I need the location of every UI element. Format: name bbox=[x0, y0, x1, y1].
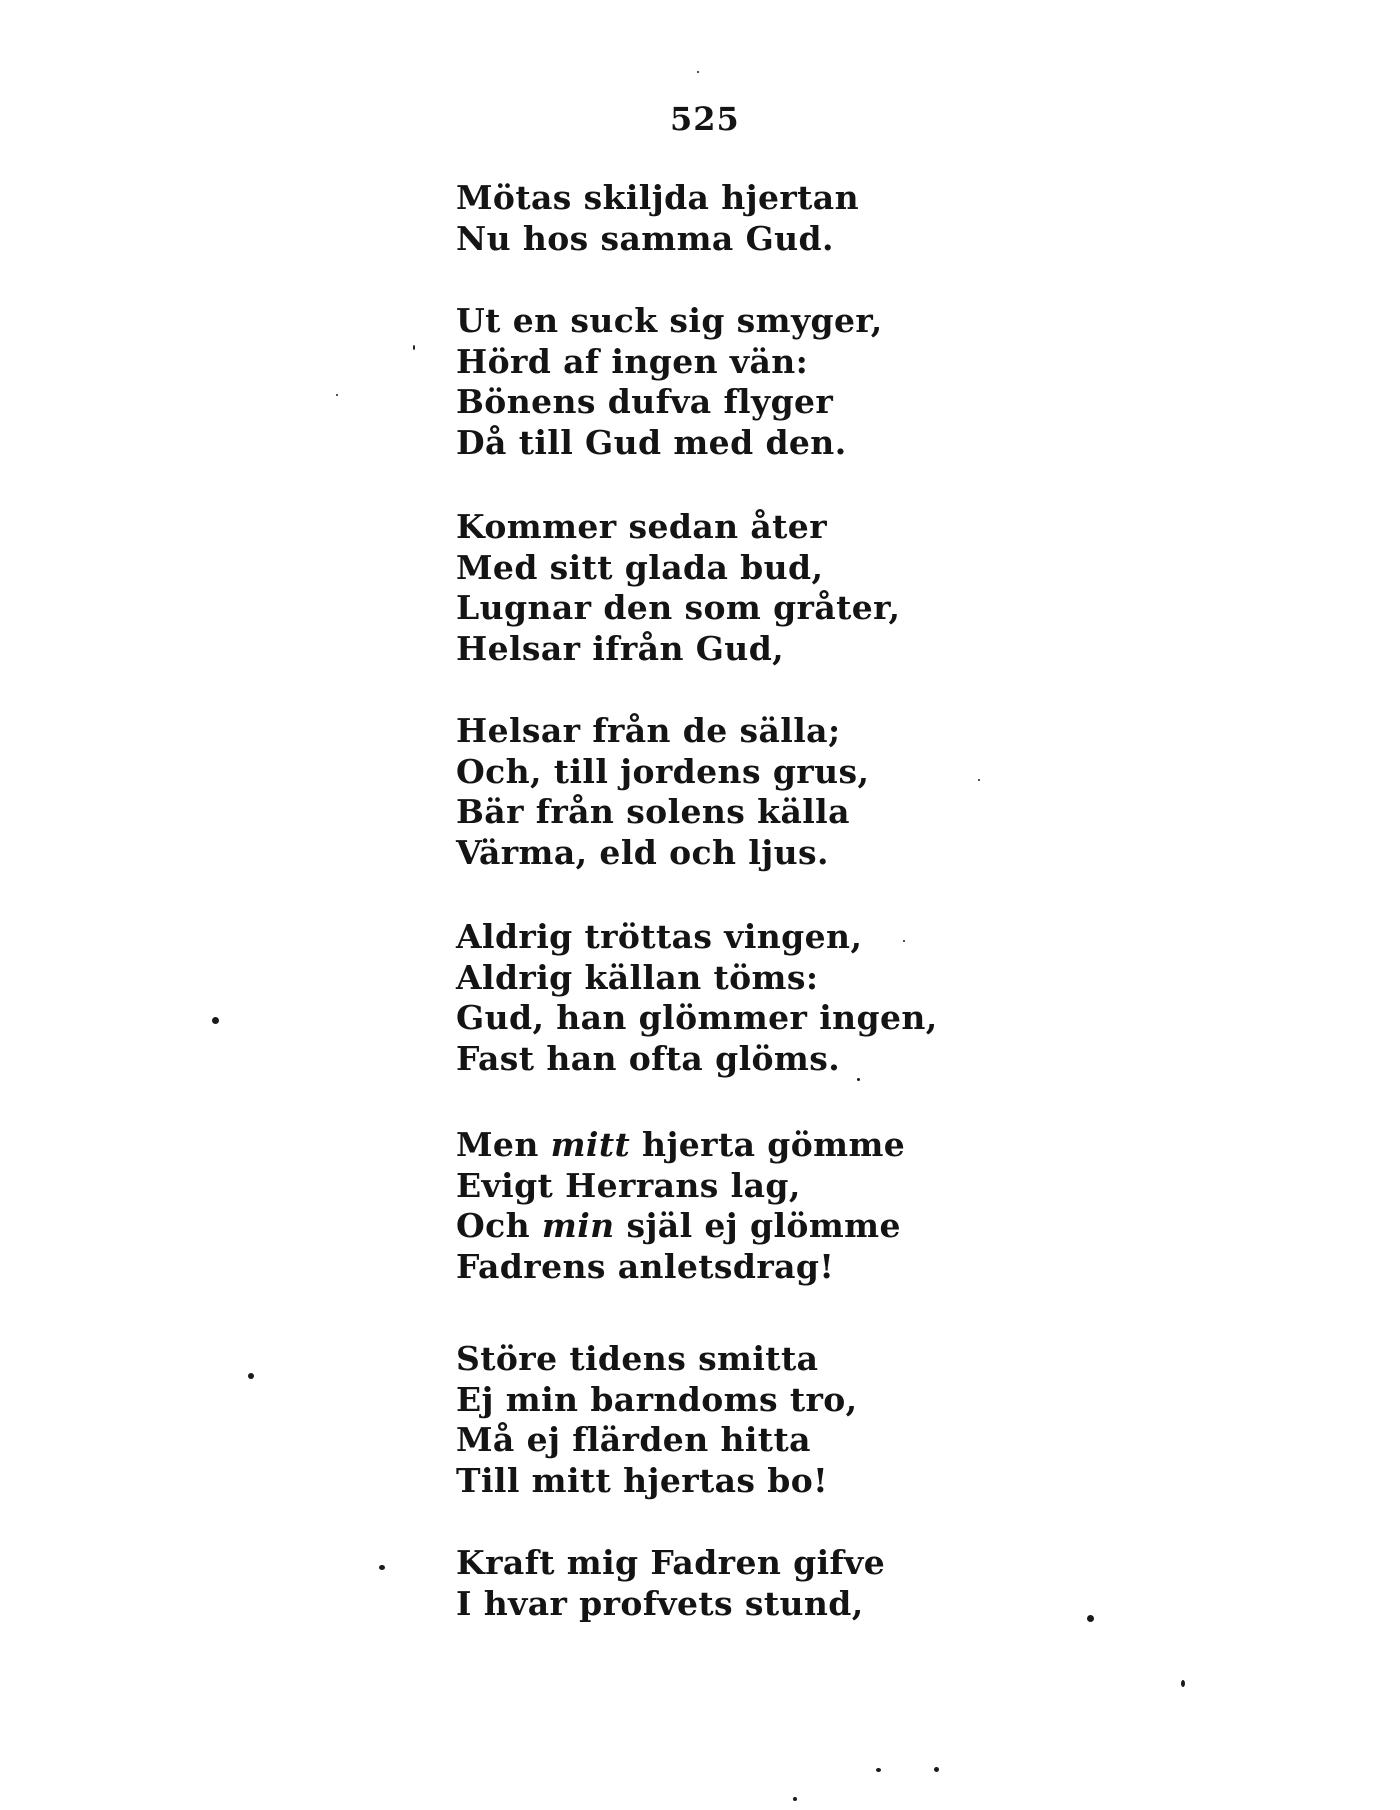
poem-line: Lugnar den som gråter, bbox=[456, 588, 901, 627]
stanza bbox=[456, 711, 976, 873]
poem-line: I hvar profvets stund, bbox=[456, 1583, 864, 1623]
scan-speck bbox=[379, 1565, 385, 1570]
poem-line: Ej min barndoms tro, bbox=[456, 1379, 858, 1419]
page-number: 525 bbox=[670, 100, 740, 138]
emphasis-text: min bbox=[541, 1206, 615, 1245]
poem-line: Med sitt glada bud, bbox=[456, 547, 824, 587]
poem-line: Kommer sedan åter bbox=[456, 507, 827, 546]
scan-speck bbox=[857, 1078, 860, 1081]
stanza bbox=[456, 1339, 976, 1501]
poem-line: Fadrens anletsdrag! bbox=[456, 1246, 835, 1286]
line-text: själ ej glömme bbox=[614, 1206, 901, 1245]
poem-line: Och, till jordens grus, bbox=[456, 751, 870, 791]
poem-line: Evigt Herrans lag, bbox=[456, 1165, 801, 1205]
scan-speck bbox=[697, 71, 699, 73]
stanza bbox=[456, 1125, 976, 1287]
scan-speck bbox=[1181, 1680, 1185, 1687]
poem-line: Aldrig tröttas vingen, bbox=[456, 917, 863, 956]
poem-line: Hörd af ingen vän: bbox=[456, 341, 809, 381]
stanza bbox=[456, 917, 976, 1079]
poem-line: Bönens dufva flyger bbox=[456, 382, 834, 421]
emphasis-text: mitt bbox=[550, 1125, 631, 1164]
poem-line: Mötas skiljda hjertan bbox=[456, 178, 859, 217]
poem-line: Störe tidens smitta bbox=[456, 1339, 819, 1378]
poem-line: Då till Gud med den. bbox=[456, 422, 847, 462]
scan-speck bbox=[876, 1768, 881, 1772]
scan-speck bbox=[934, 1767, 939, 1772]
poem-line: Må ej flärden hitta bbox=[456, 1420, 811, 1459]
poem-line bbox=[456, 1125, 976, 1166]
scan-speck bbox=[978, 779, 980, 781]
poem-line: Värma, eld och ljus. bbox=[456, 832, 829, 872]
poem-line: Aldrig källan töms: bbox=[456, 957, 819, 997]
poem bbox=[456, 178, 976, 1666]
poem-line: Helsar ifrån Gud, bbox=[456, 628, 785, 668]
stanza bbox=[456, 507, 976, 669]
scan-speck bbox=[248, 1373, 254, 1379]
line-text: Men bbox=[456, 1125, 551, 1164]
poem-line: Fast han ofta glöms. bbox=[456, 1038, 841, 1078]
scan-speck bbox=[413, 345, 415, 350]
poem-line bbox=[456, 1206, 976, 1247]
scan-speck bbox=[1087, 1615, 1094, 1622]
poem-line: Ut en suck sig smyger, bbox=[456, 301, 883, 340]
stanza bbox=[456, 178, 976, 259]
scan-speck bbox=[336, 394, 338, 396]
scan-speck bbox=[903, 940, 905, 942]
stanza bbox=[456, 1543, 976, 1624]
scan-speck bbox=[793, 1797, 797, 1801]
scan-speck bbox=[212, 1017, 219, 1024]
line-text: Och bbox=[456, 1206, 542, 1245]
poem-line: Bär från solens källa bbox=[456, 792, 850, 831]
stanza bbox=[456, 301, 976, 463]
poem-line: Gud, han glömmer ingen, bbox=[456, 998, 938, 1037]
poem-line: Nu hos samma Gud. bbox=[456, 218, 834, 258]
line-text: hjerta gömme bbox=[630, 1125, 906, 1164]
poem-line: Kraft mig Fadren gifve bbox=[456, 1543, 886, 1582]
poem-line: Helsar från de sälla; bbox=[456, 711, 841, 750]
poem-line: Till mitt hjertas bo! bbox=[456, 1460, 829, 1500]
